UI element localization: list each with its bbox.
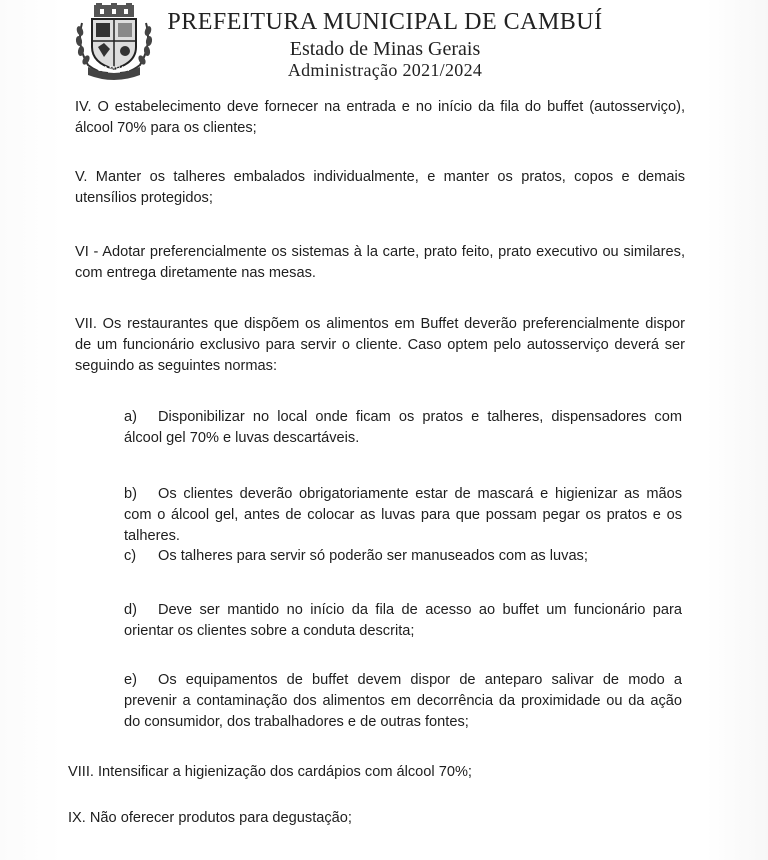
paragraph-vi: VI - Adotar preferencialmente os sistemas à la carte, prato feito, prato executivo ou similares, com entrega diretamente nas mesas. — [75, 244, 685, 281]
list-item-text: Os clientes deverão obrigatoriamente estar de mascará e higienizar as mãos com o álcool gel, antes de colocar as luvas para que possam pegar os pratos e os talheres. — [124, 486, 682, 544]
crest-ribbon-label: CAMBUÍ — [97, 66, 131, 73]
list-item-text: Deve ser mantido no início da fila de acesso ao buffet um funcionário para orientar os clientes sobre a conduta descrita; — [124, 602, 682, 639]
paragraph-viii: VIII. Intensificar a higienização dos cardápios com álcool 70%; — [68, 764, 472, 780]
paragraph-vii: VII. Os restaurantes que dispõem os alimentos em Buffet deverão preferencialmente dispor de um funcionário exclusivo para servir o cliente. Caso optem pelo autosserviço deverá ser seguindo as seguintes normas: — [75, 316, 685, 374]
list-item-text: Os equipamentos de buffet devem dispor de anteparo salivar de modo a prevenir a contaminação dos alimentos em decorrência da proximidade ou da ação do consumidor, dos trabalhadores e de outras fontes; — [124, 672, 682, 730]
paragraph-iv: IV. O estabelecimento deve fornecer na entrada e no início da fila do buffet (autosserviço), álcool 70% para os clientes; — [75, 99, 685, 136]
list-item — [124, 484, 682, 547]
letterhead — [155, 8, 615, 80]
list-item-text: Os talheres para servir só poderão ser manuseados com as luvas; — [158, 548, 588, 564]
list-item-label: a) — [124, 409, 137, 425]
list-item — [124, 600, 682, 642]
list-item — [124, 546, 682, 567]
letterhead-state: Estado de Minas Gerais — [289, 38, 481, 60]
letterhead-administration: Administração 2021/2024 — [287, 60, 483, 80]
letterhead-title: PREFEITURA MUNICIPAL DE CAMBUÍ — [167, 9, 603, 35]
list-item-label: d) — [124, 602, 137, 618]
list-item-text: Disponibilizar no local onde ficam os pratos e talheres, dispensadores com álcool gel 70% e luvas descartáveis. — [124, 409, 682, 446]
list-item-label: e) — [124, 672, 137, 688]
list-item — [124, 407, 682, 449]
list-item-label: b) — [124, 486, 137, 502]
paragraph-v: V. Manter os talheres embalados individualmente, e manter os pratos, copos e demais utensílios protegidos; — [75, 169, 685, 206]
paragraph-ix: IX. Não oferecer produtos para degustação; — [68, 810, 352, 826]
list-item-label: c) — [124, 548, 137, 564]
list-item — [124, 670, 682, 733]
